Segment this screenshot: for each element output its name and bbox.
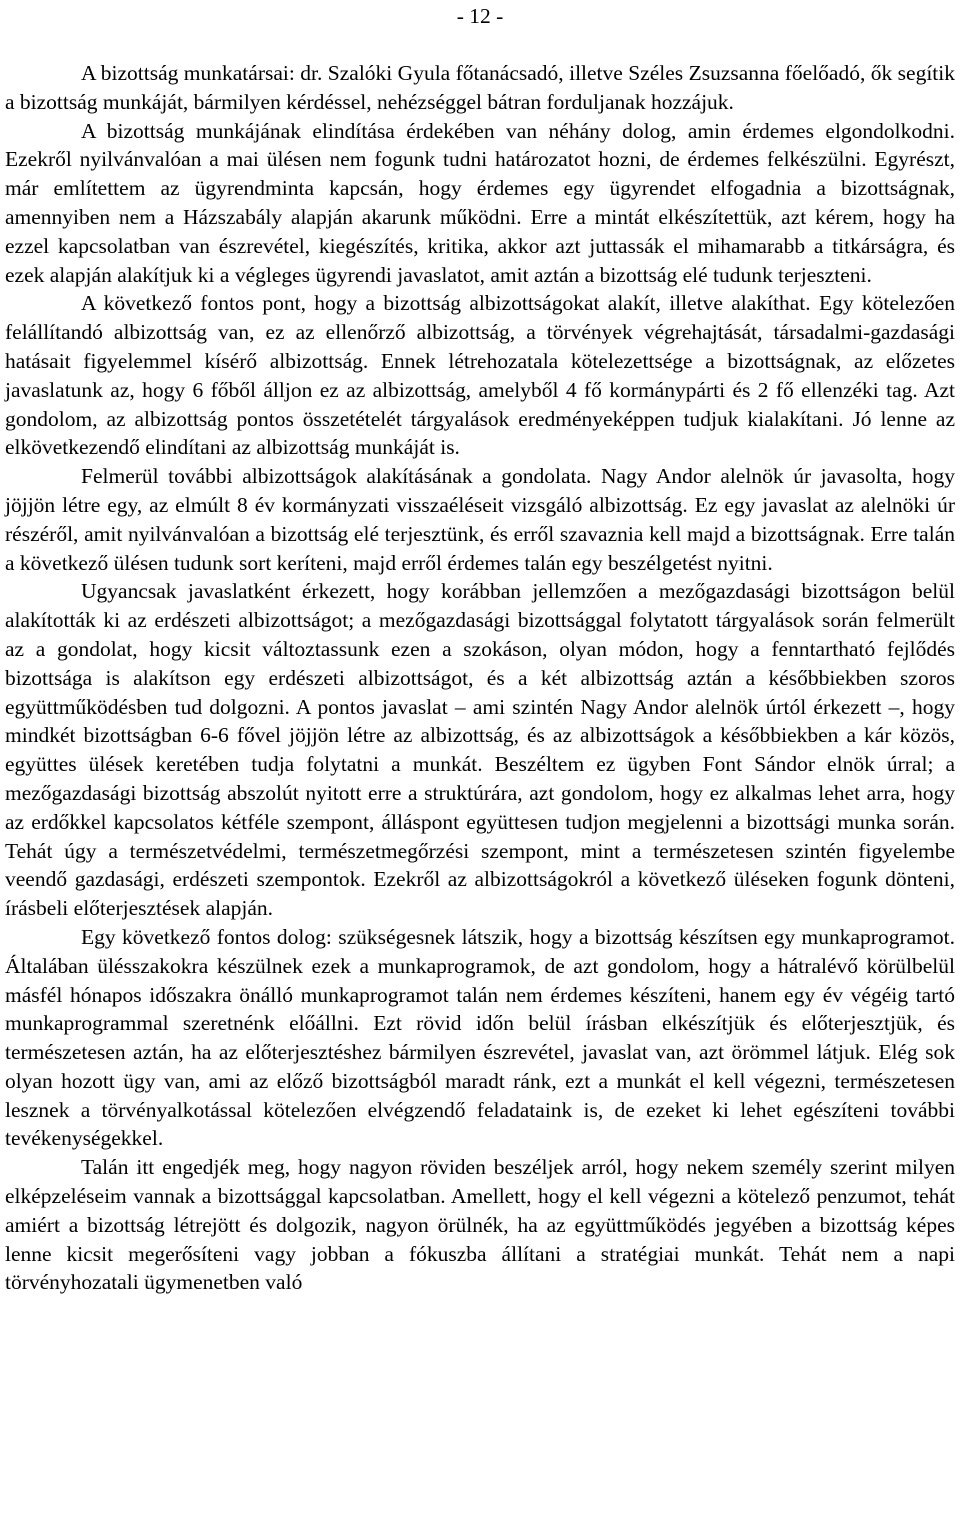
paragraph-personal-ideas: Talán itt engedjék meg, hogy nagyon röviden beszéljek arról, hogy nekem személy szerint milyen elképzeléseim vannak a bizottsággal kapcsolatban. Amellett, hogy el kell végezni a kötelező penzumot, tehát amiért a bizottság létrejött és dolgozik, nagyon örülnék, ha az együttműködés jegyében a bizottság képes lenne kicsit megerősíteni vagy jobban a fókuszba állítani a stratégiai munkát. Tehát nem a napi törvényhozatali ügymenetben való	[5, 1155, 955, 1295]
page-number: - 12 -	[456, 4, 504, 28]
paragraph-subcommittees: A következő fontos pont, hogy a bizottság albizottságokat alakít, illetve alakíthat. Egy kötelezően felállítandó albizottság van, ez az ellenőrző albizottság, a törvények végrehajtását, társadalmi-gazdasági hatásait figyelemmel kísérő albizottság. Ennek létrehozatala kötelezettsége a bizottságnak, az előzetes javaslatunk az, hogy 6 főből álljon ez az albizottság, amelyből 4 fő kormánypárti és 2 fő ellenzéki tag. Azt gondolom, az albizottság pontos összetételét tárgyalások eredményeképpen tudjuk kialakítani. Jó lenne az elkövetkezendő elindítani az albizottság munkáját is.	[5, 291, 955, 460]
paragraph-committee-start: A bizottság munkájának elindítása érdekében van néhány dolog, amin érdemes elgondolkodni. Ezekről nyilvánvalóan a mai ülésen nem fogunk tudni határozatot hozni, de érdemes felkészülni. Egyrészt, már említettem az ügyrendminta kapcsán, hogy érdemes egy ügyrendet elfogadnia a bizottságnak, amennyiben nem a Házszabály alapján akarunk működni. Erre a mintát elkészítettük, azt kérem, hogy ha ezzel kapcsolatban van észrevétel, kiegészítés, kritika, akkor azt juttassák el mihamarabb a titkárságra, és ezek alapján alakítjuk ki a végleges ügyrendi javaslatot, amit aztán a bizottság elé tudunk terjeszteni.	[5, 118, 955, 287]
paragraph-staff: A bizottság munkatársai: dr. Szalóki Gyula főtanácsadó, illetve Széles Zsuzsanna főelőadó, ők segítik a bizottság munkáját, bármilyen kérdéssel, nehézséggel bátran forduljanak hozzájuk.	[5, 61, 955, 114]
paragraph-work-program: Egy következő fontos dolog: szükségesnek látszik, hogy a bizottság készítsen egy munkaprogramot. Általában ülésszakokra készülnek ezek a munkaprogramok, de azt gondolom, hogy a hátralévő körülbelül másfél hónapos időszakra önálló munkaprogramot talán nem érdemes készíteni, hanem egy év végéig tartó munkaprogrammal szeretnénk előállni. Ezt rövid időn belül írásban elkészítjük és előterjesztjük, és természetesen aztán, ha az előterjesztéshez bármilyen észrevétel, javaslat van, azt örömmel látjuk. Elég sok olyan hozott ügy van, ami az előző bizottságból maradt ránk, ezt a munkát el kell végezni, természetesen lesznek a törvényalkotással kötelezően elvégzendő feladataink is, de ezeket ki lehet egészíteni további tevékenységekkel.	[5, 924, 955, 1151]
paragraph-further-subcommittees: Felmerül további albizottságok alakításának a gondolata. Nagy Andor alelnök úr javasolta, hogy jöjjön létre egy, az elmúlt 8 év kormányzati visszaéléseit vizsgáló albizottság. Ez egy javaslat az alelnöki úr részéről, amit nyilvánvalóan a bizottság elé terjesztünk, és erről szavaznia kell majd a bizottságnak. Erre talán a következő ülésen tudunk sort keríteni, majd erről érdemes talán egy beszélgetést nyitni.	[5, 464, 955, 575]
paragraph-forestry-subcommittee: Ugyancsak javaslatként érkezett, hogy korábban jellemzően a mezőgazdasági bizottságon belül alakították ki az erdészeti albizottságot; a mezőgazdasági bizottsággal folytatott tárgyalások során felmerült az a gondolat, hogy kicsit változtassunk ezen a szokáson, olyan módon, hogy a fenntartható fejlődés bizottsága is alakítson egy erdészeti albizottságot, és a két albizottság aztán a későbbiekben szoros együttműködésben tud dolgozni. A pontos javaslat – ami szintén Nagy Andor alelnök úrtól érkezett –, hogy mindkét bizottságban 6-6 fővel jöjjön létre az albizottság, és az albizottságok a későbbiekben a kár közös, együttes ülések keretében tudja folytatni a munkát. Beszéltem ez ügyben Font Sándor elnök úrral; a mezőgazdasági bizottság abszolút nyitott erre a struktúrára, azt gondolom, hogy ez alkalmas lehet arra, hogy az erdőkkel kapcsolatos kétféle szempont, álláspont együttesen tudjon megjelenni a bizottsági munka során. Tehát úgy a természetvédelmi, természetmegőrzési szempont, mint a természetesen szintén figyelembe veendő gazdasági, erdészeti szempontok. Ezekről az albizottságokról a következő üléseken fogunk dönteni, írásbeli előterjesztések alapján.	[5, 579, 955, 921]
document-body	[5, 59, 955, 1297]
